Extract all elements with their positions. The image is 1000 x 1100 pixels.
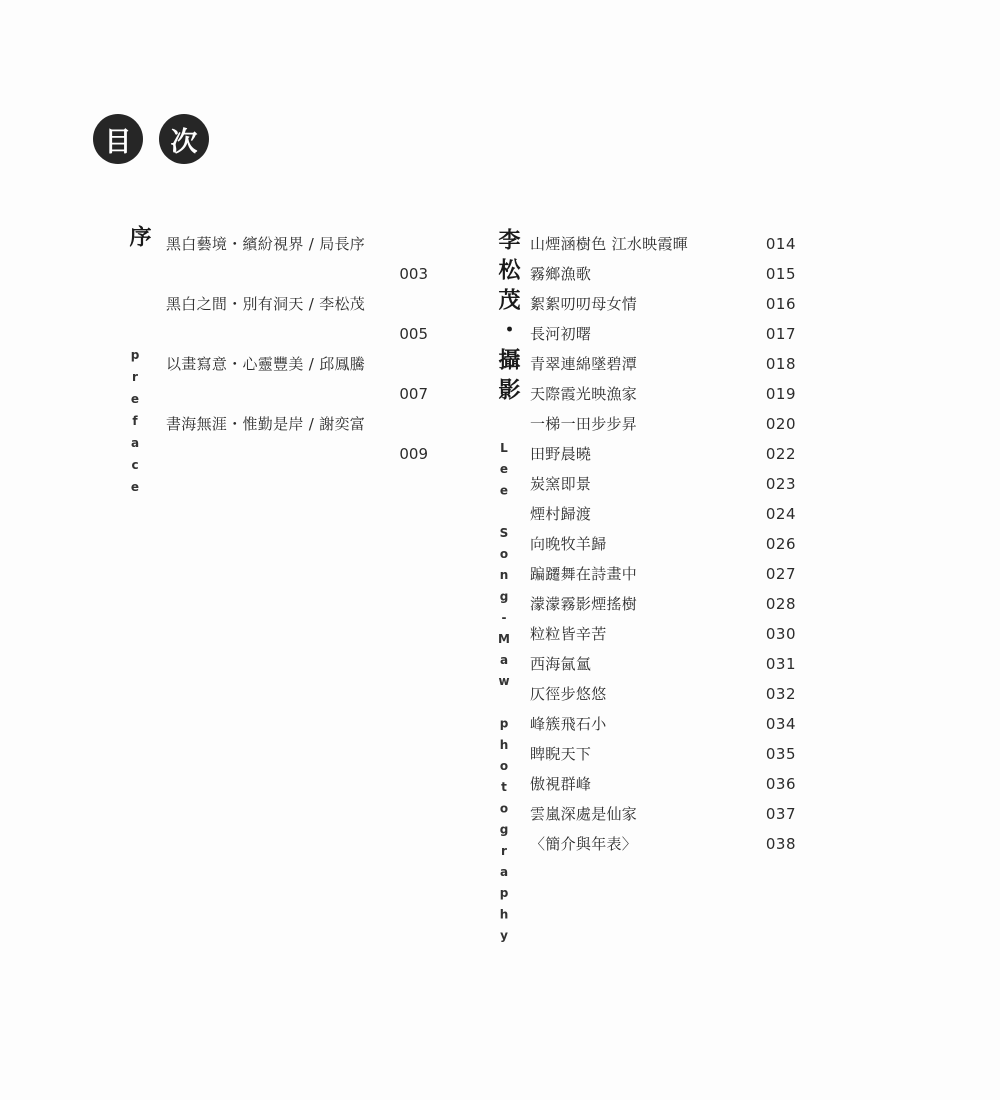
- toc-entry-title: 雲嵐深處是仙家: [530, 805, 638, 823]
- toc-entry-title: 霧鄉漁歌: [530, 265, 592, 283]
- toc-entry-title: 田野晨曉: [530, 445, 592, 463]
- toc-entry-title: 仄徑步悠悠: [530, 685, 607, 703]
- toc-entry[interactable]: [530, 739, 796, 769]
- toc-entry-page: 036: [765, 775, 796, 793]
- toc-entry-title: 一梯一田步步昇: [530, 415, 638, 433]
- toc-entry[interactable]: [530, 829, 796, 859]
- toc-entry-page: 026: [765, 535, 796, 553]
- toc-entry[interactable]: [530, 709, 796, 739]
- toc-entry-page: 035: [765, 745, 796, 763]
- toc-entry-page: 032: [765, 685, 796, 703]
- toc-entry-page: 017: [765, 325, 796, 343]
- toc-entry[interactable]: [530, 409, 796, 439]
- preface-entry-title: 黑白藝境・繽紛視界 / 局長序: [166, 235, 366, 253]
- toc-entry[interactable]: [530, 379, 796, 409]
- toc-entry-title: 粒粒皆辛苦: [530, 625, 607, 643]
- heading-char-2: 次: [159, 114, 209, 164]
- photography-toc-list: [530, 229, 796, 859]
- preface-label-en: preface: [128, 348, 142, 502]
- preface-entry-title: 黑白之間・別有洞天 / 李松茂: [166, 295, 366, 313]
- toc-entry-page: 020: [765, 415, 796, 433]
- toc-entry[interactable]: [530, 529, 796, 559]
- toc-entry-title: 峰簇飛石小: [530, 715, 607, 733]
- toc-entry[interactable]: [530, 439, 796, 469]
- toc-entry-page: 014: [765, 235, 796, 253]
- toc-entry[interactable]: [530, 229, 796, 259]
- toc-entry[interactable]: [530, 349, 796, 379]
- toc-entry-page: 030: [765, 625, 796, 643]
- toc-entry-page: 031: [765, 655, 796, 673]
- preface-entry-title: 以畫寫意・心靈豐美 / 邱鳳騰: [166, 355, 366, 373]
- toc-entry-page: 022: [765, 445, 796, 463]
- toc-entry-page: 024: [765, 505, 796, 523]
- toc-entry-title: 〈簡介與年表〉: [530, 835, 638, 853]
- toc-entry-page: 015: [765, 265, 796, 283]
- toc-entry-title: 長河初曙: [530, 325, 592, 343]
- toc-entry-page: 023: [765, 475, 796, 493]
- toc-entry-title: 西海氤氳: [530, 655, 592, 673]
- toc-entry-page: 034: [765, 715, 796, 733]
- toc-entry[interactable]: [530, 619, 796, 649]
- toc-entry[interactable]: [530, 649, 796, 679]
- toc-entry[interactable]: [530, 499, 796, 529]
- preface-label-zh: 序: [126, 225, 152, 253]
- preface-entry[interactable]: [166, 409, 428, 469]
- toc-entry-page: 027: [765, 565, 796, 583]
- toc-entry-title: 絮絮叨叨母女情: [530, 295, 638, 313]
- toc-entry-page: 037: [765, 805, 796, 823]
- toc-entry-page: 038: [765, 835, 796, 853]
- toc-entry-page: 028: [765, 595, 796, 613]
- toc-entry-title: 向晚牧羊歸: [530, 535, 607, 553]
- preface-entry[interactable]: [166, 229, 428, 289]
- toc-entry-title: 青翠連綿墜碧潭: [530, 355, 638, 373]
- toc-entry-title: 山煙涵樹色 江水映霞暉: [530, 235, 689, 253]
- preface-entry-page: 009: [399, 445, 428, 463]
- toc-entry-title: 濛濛霧影煙搖樹: [530, 595, 638, 613]
- toc-entry-title: 傲視群峰: [530, 775, 592, 793]
- preface-entry-page: 003: [399, 265, 428, 283]
- preface-entry-title: 書海無涯・惟勤是岸 / 謝奕富: [166, 415, 366, 433]
- preface-entry-page: 007: [399, 385, 428, 403]
- heading-char-1: 目: [93, 114, 143, 164]
- toc-entry-page: 018: [765, 355, 796, 373]
- preface-entry-page: 005: [399, 325, 428, 343]
- photography-label-en: Lee Song-Maw photography: [497, 441, 511, 950]
- toc-entry[interactable]: [530, 589, 796, 619]
- toc-entry[interactable]: [530, 769, 796, 799]
- toc-entry[interactable]: [530, 289, 796, 319]
- toc-entry-title: 睥睨天下: [530, 745, 592, 763]
- preface-entry[interactable]: [166, 289, 428, 349]
- toc-entry-title: 煙村歸渡: [530, 505, 592, 523]
- preface-entry[interactable]: [166, 349, 428, 409]
- toc-entry-title: 蹁躚舞在詩畫中: [530, 565, 638, 583]
- toc-entry-page: 016: [765, 295, 796, 313]
- toc-entry[interactable]: [530, 559, 796, 589]
- photography-label-zh: 李松茂・攝影: [495, 228, 521, 408]
- toc-entry[interactable]: [530, 319, 796, 349]
- toc-entry[interactable]: [530, 799, 796, 829]
- toc-entry-title: 天際霞光映漁家: [530, 385, 638, 403]
- toc-entry[interactable]: [530, 259, 796, 289]
- toc-entry-title: 炭窯即景: [530, 475, 592, 493]
- toc-entry-page: 019: [765, 385, 796, 403]
- toc-entry[interactable]: [530, 679, 796, 709]
- toc-entry[interactable]: [530, 469, 796, 499]
